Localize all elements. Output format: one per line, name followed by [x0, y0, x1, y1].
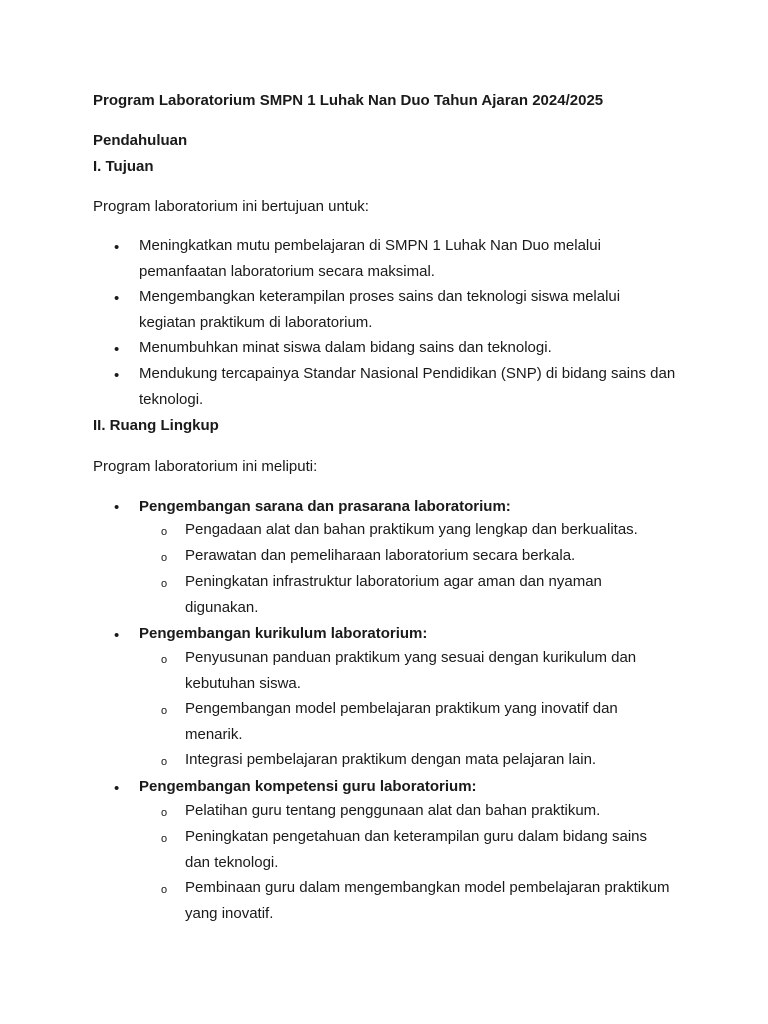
- subbullet-marker: o: [161, 807, 168, 819]
- subbullet-marker: o: [161, 578, 168, 590]
- section-1-lead: Program laboratorium ini bertujuan untuk:: [93, 198, 369, 215]
- group-item: Penyusunan panduan praktikum yang sesuai dengan kurikulum dan kebutuhan siswa.: [185, 649, 637, 692]
- subbullet-marker: o: [161, 884, 168, 896]
- subbullet-marker: o: [161, 756, 168, 768]
- tujuan-item: Mendukung tercapainya Standar Nasional Pendidikan (SNP) di bidang sains dan teknologi.: [139, 365, 676, 408]
- tujuan-item: Menumbuhkan minat siswa dalam bidang sains dan teknologi.: [139, 339, 552, 356]
- section-2-lead: Program laboratorium ini meliputi:: [93, 458, 318, 475]
- document-title: Program Laboratorium SMPN 1 Luhak Nan Duo Tahun Ajaran 2024/2025: [93, 92, 604, 109]
- section-2-heading: II. Ruang Lingkup: [93, 417, 219, 434]
- section-1-heading: I. Tujuan: [93, 158, 154, 175]
- subbullet-marker: o: [161, 552, 168, 564]
- intro-heading: Pendahuluan: [93, 132, 188, 149]
- bullet-marker: •: [114, 627, 120, 644]
- bullet-marker: •: [114, 239, 120, 256]
- tujuan-item: Meningkatkan mutu pembelajaran di SMPN 1 Luhak Nan Duo melalui pemanfaatan laboratorium secara maksimal.: [139, 237, 601, 280]
- group-label: Pengembangan sarana dan prasarana laboratorium:: [139, 498, 511, 515]
- group-item: Peningkatan infrastruktur laboratorium agar aman dan nyaman digunakan.: [185, 573, 602, 616]
- group-label: Pengembangan kurikulum laboratorium:: [139, 625, 428, 642]
- group-item: Peningkatan pengetahuan dan keterampilan guru dalam bidang sains dan teknologi.: [185, 828, 648, 871]
- subbullet-marker: o: [161, 654, 168, 666]
- bullet-marker: •: [114, 367, 120, 384]
- subbullet-marker: o: [161, 526, 168, 538]
- group-item: Pelatihan guru tentang penggunaan alat dan bahan praktikum.: [185, 802, 601, 819]
- bullet-marker: •: [114, 341, 120, 358]
- group-item: Pengadaan alat dan bahan praktikum yang lengkap dan berkualitas.: [185, 521, 638, 538]
- subbullet-marker: o: [161, 705, 168, 717]
- group-item: Pengembangan model pembelajaran praktikum yang inovatif dan menarik.: [185, 700, 618, 743]
- tujuan-item: Mengembangkan keterampilan proses sains dan teknologi siswa melalui kegiatan praktikum di laboratorium.: [139, 288, 621, 331]
- bullet-marker: •: [114, 780, 120, 797]
- bullet-marker: •: [114, 290, 120, 307]
- group-label: Pengembangan kompetensi guru laboratorium:: [139, 778, 477, 795]
- subbullet-marker: o: [161, 833, 168, 845]
- group-item: Perawatan dan pemeliharaan laboratorium secara berkala.: [185, 547, 576, 564]
- group-item: Pembinaan guru dalam mengembangkan model pembelajaran praktikum yang inovatif.: [185, 879, 670, 922]
- group-item: Integrasi pembelajaran praktikum dengan mata pelajaran lain.: [185, 751, 597, 768]
- bullet-marker: •: [114, 499, 120, 516]
